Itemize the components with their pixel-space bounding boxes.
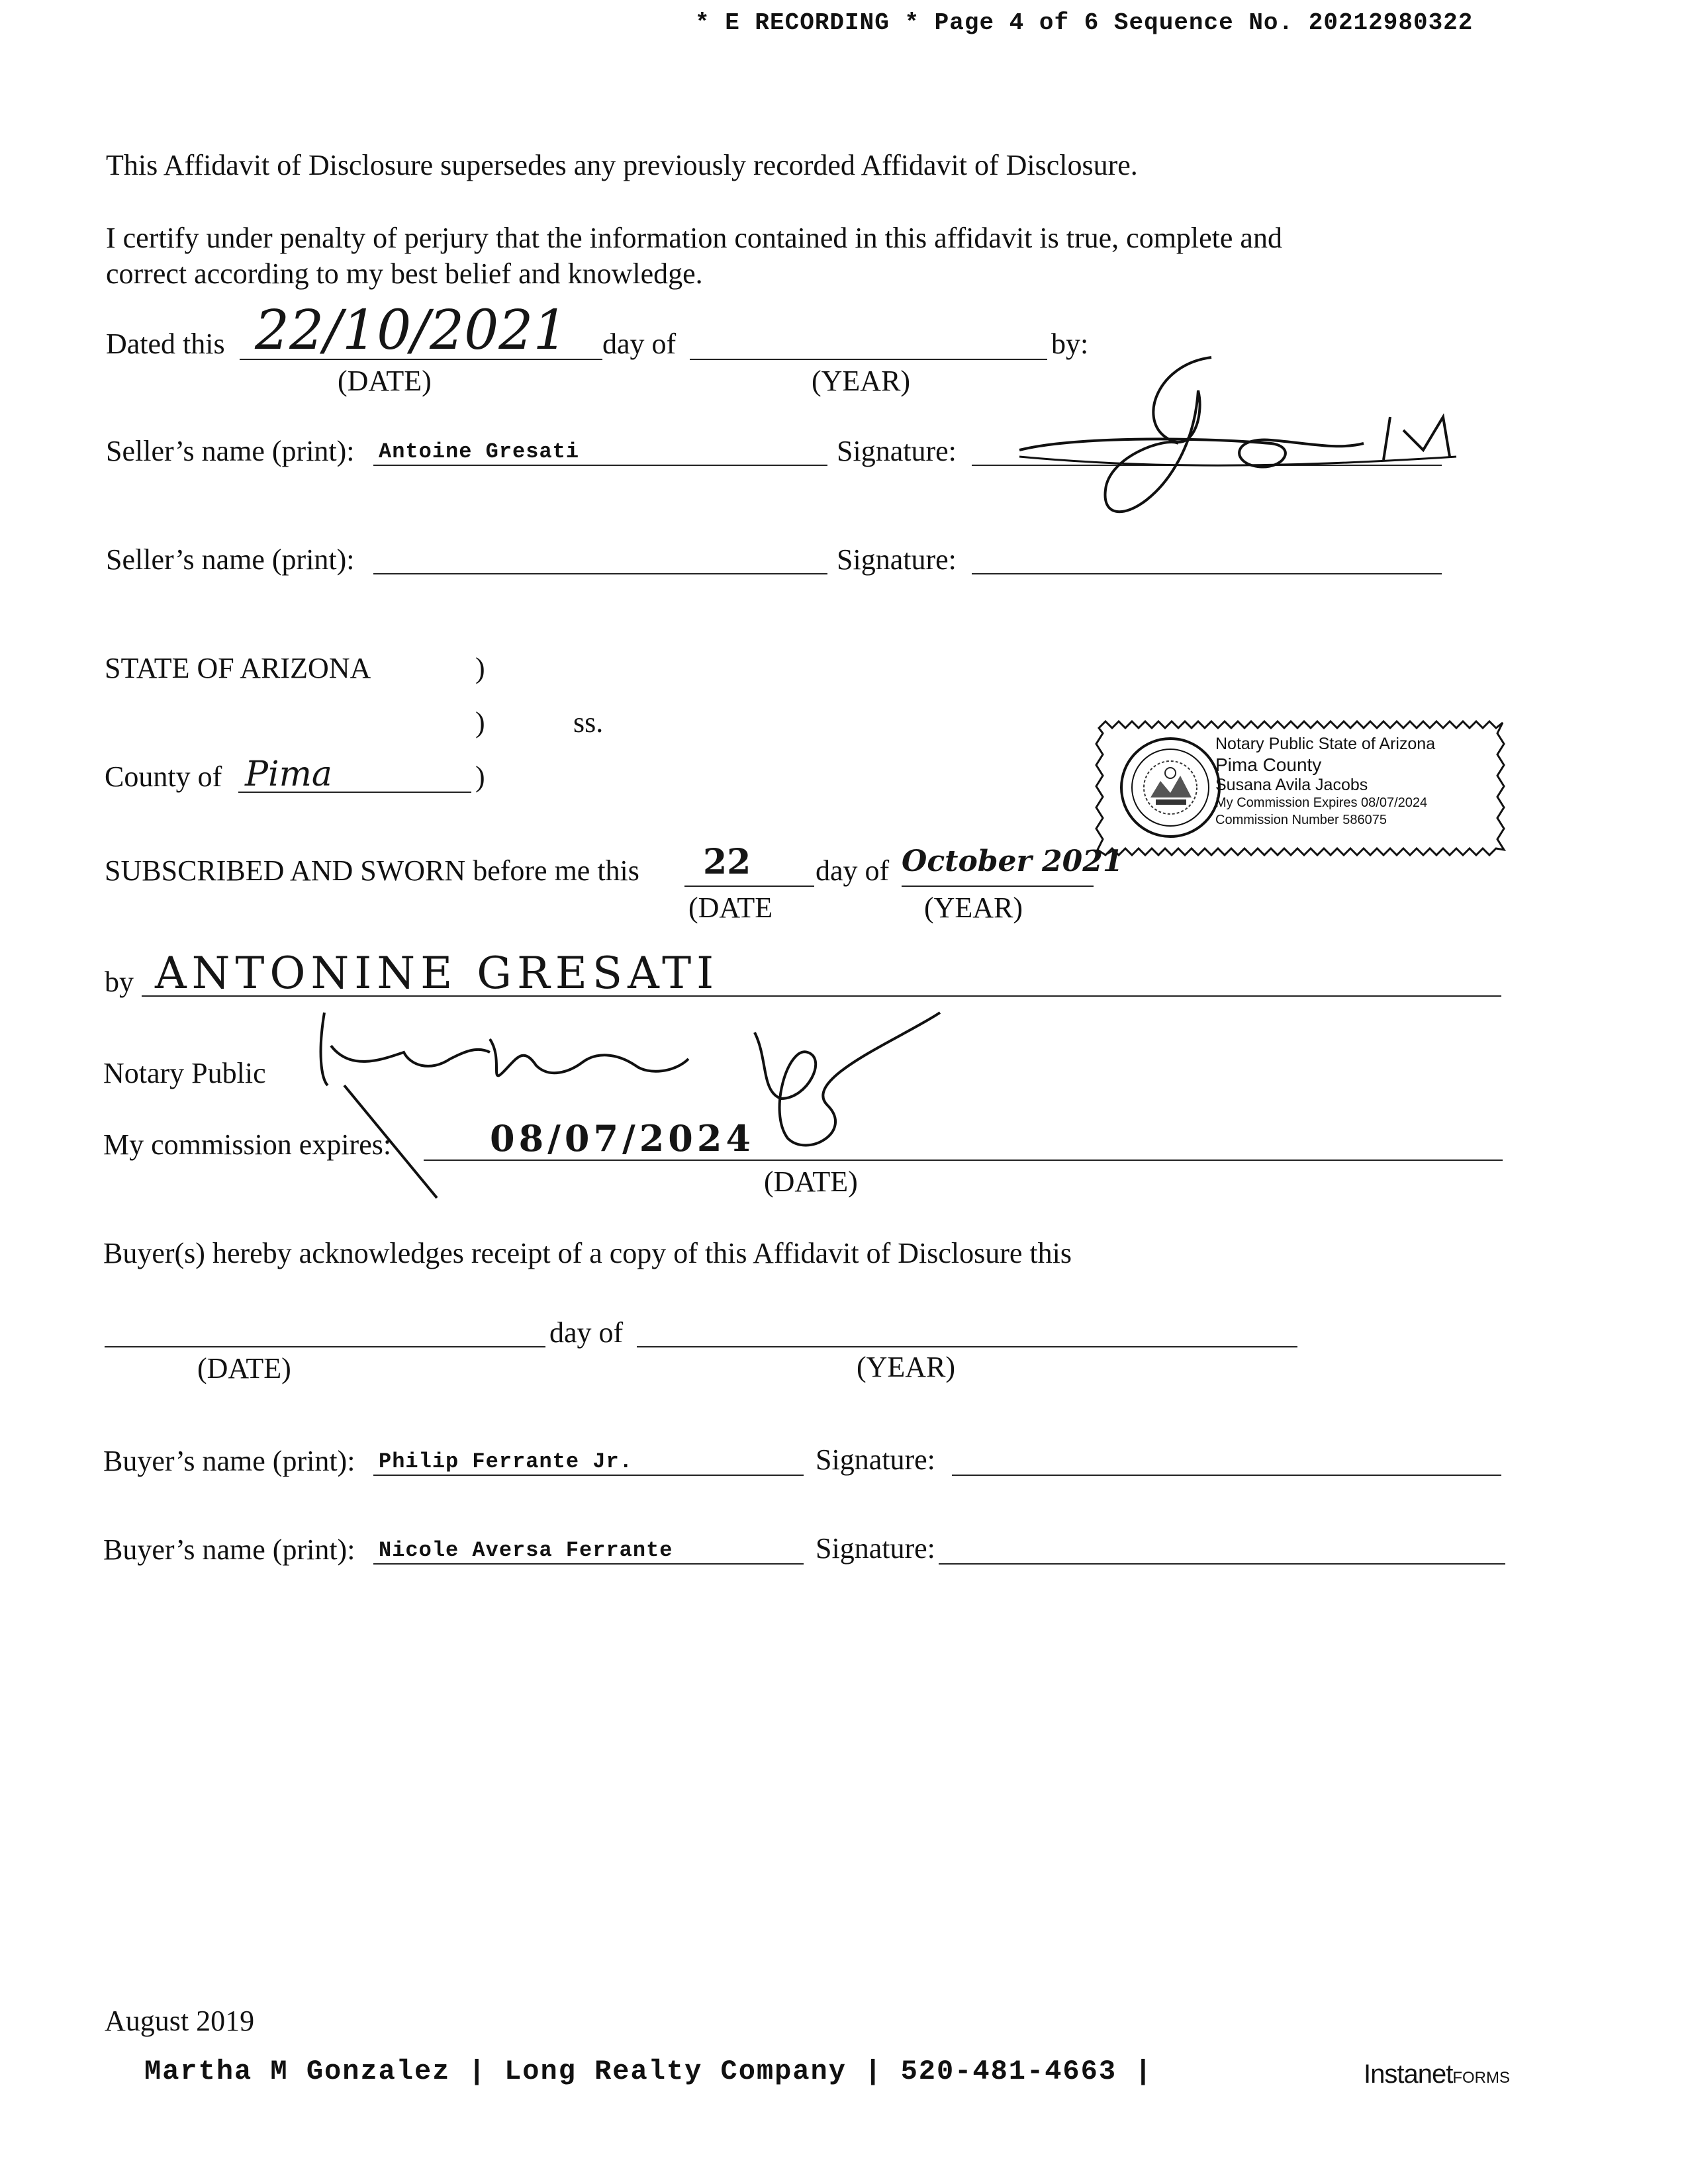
seller1-signature-image	[993, 344, 1483, 536]
buyer2-name-value: Nicole Aversa Ferrante	[379, 1538, 673, 1563]
notary-public-label: Notary Public	[103, 1057, 266, 1089]
brand-main: Instanet	[1364, 2060, 1453, 2089]
buyer2-name-line	[373, 1563, 804, 1565]
commission-handwritten-date: 08/07/2024	[490, 1117, 755, 1160]
county-handwritten: Pima	[245, 754, 332, 794]
state-seal-icon	[1117, 735, 1223, 841]
ss-label: ss.	[573, 706, 604, 739]
ss-paren: )	[475, 706, 485, 739]
seller1-signature-label: Signature:	[837, 435, 957, 467]
state-label: STATE OF ARIZONA	[105, 652, 371, 684]
commission-date-caption: (DATE)	[764, 1165, 858, 1198]
dated-label: Dated this	[106, 328, 225, 360]
dated-by: by:	[1051, 328, 1089, 360]
subscribed-month-year-handwritten: October 2021	[902, 844, 1123, 878]
dated-date-caption: (DATE)	[338, 365, 432, 397]
buyer2-signature-label: Signature:	[816, 1532, 935, 1565]
by-label: by	[105, 966, 134, 998]
state-paren: )	[475, 652, 485, 684]
buyer1-name-value: Philip Ferrante Jr.	[379, 1449, 633, 1474]
seller1-name-label: Seller’s name (print):	[106, 435, 355, 467]
commission-line	[424, 1160, 1503, 1161]
stamp-line1: Notary Public State of Arizona	[1215, 735, 1436, 753]
buyer2-name-label: Buyer’s name (print):	[103, 1533, 355, 1566]
seller1-name-value: Antoine Gresati	[379, 439, 580, 464]
buyer-ack-year-caption: (YEAR)	[857, 1351, 956, 1383]
agent-line: Martha M Gonzalez | Long Realty Company | 520-481-4663 |	[144, 2056, 1153, 2087]
stamp-line3: Susana Avila Jacobs	[1215, 776, 1368, 794]
notary-stamp	[1092, 720, 1509, 856]
stamp-line5: Commission Number 586075	[1215, 813, 1387, 827]
by-handwritten-name: ANTONINE GRESATI	[155, 948, 720, 999]
supersedes-paragraph: This Affidavit of Disclosure supersedes any previously recorded Affidavit of Disclosure.	[106, 149, 1138, 181]
form-date: August 2019	[105, 2005, 255, 2037]
subscribed-day-of: day of	[816, 854, 890, 887]
subscribed-date-caption: (DATE	[688, 891, 773, 924]
seller2-signature-label: Signature:	[837, 543, 957, 576]
seller2-name-line	[373, 573, 827, 574]
seller1-name-line	[373, 465, 827, 466]
buyer-ack-year-line	[637, 1346, 1297, 1347]
buyer1-signature-label: Signature:	[816, 1443, 935, 1476]
county-label: County of	[105, 760, 222, 793]
dated-day-of: day of	[602, 328, 677, 360]
stamp-line2: Pima County	[1215, 754, 1322, 775]
certify-paragraph-line1: I certify under penalty of perjury that the information contained in this affidavit is true, complete and	[106, 222, 1282, 254]
stamp-line4: My Commission Expires 08/07/2024	[1215, 796, 1428, 810]
seller2-name-label: Seller’s name (print):	[106, 543, 355, 576]
buyer-ack-day-of: day of	[549, 1316, 624, 1349]
buyer-ack-text: Buyer(s) hereby acknowledges receipt of a copy of this Affidavit of Disclosure this	[103, 1237, 1072, 1269]
buyer1-signature-line	[952, 1475, 1501, 1476]
subscribed-day-line	[684, 886, 814, 887]
dated-handwritten-date: 22/10/2021	[255, 299, 568, 362]
subscribed-day-handwritten: 22	[703, 842, 751, 882]
dated-year-caption: (YEAR)	[812, 365, 911, 397]
buyer1-name-label: Buyer’s name (print):	[103, 1445, 355, 1477]
subscribed-label: SUBSCRIBED AND SWORN before me this	[105, 854, 639, 887]
instanet-forms-logo	[1364, 2060, 1510, 2089]
seller2-signature-line	[972, 573, 1442, 574]
county-paren: )	[475, 760, 485, 793]
brand-small: FORMS	[1452, 2069, 1510, 2087]
buyer1-name-line	[373, 1475, 804, 1476]
buyer2-signature-line	[939, 1563, 1505, 1565]
certify-paragraph-line2: correct according to my best belief and knowledge.	[106, 257, 703, 290]
subscribed-year-line	[902, 886, 1094, 887]
commission-label: My commission expires:	[103, 1128, 392, 1161]
recording-header: * E RECORDING * Page 4 of 6 Sequence No. 20212980322	[695, 9, 1474, 36]
buyer-ack-date-line	[105, 1346, 545, 1347]
subscribed-year-caption: (YEAR)	[924, 891, 1023, 924]
buyer-ack-date-caption: (DATE)	[197, 1352, 291, 1385]
